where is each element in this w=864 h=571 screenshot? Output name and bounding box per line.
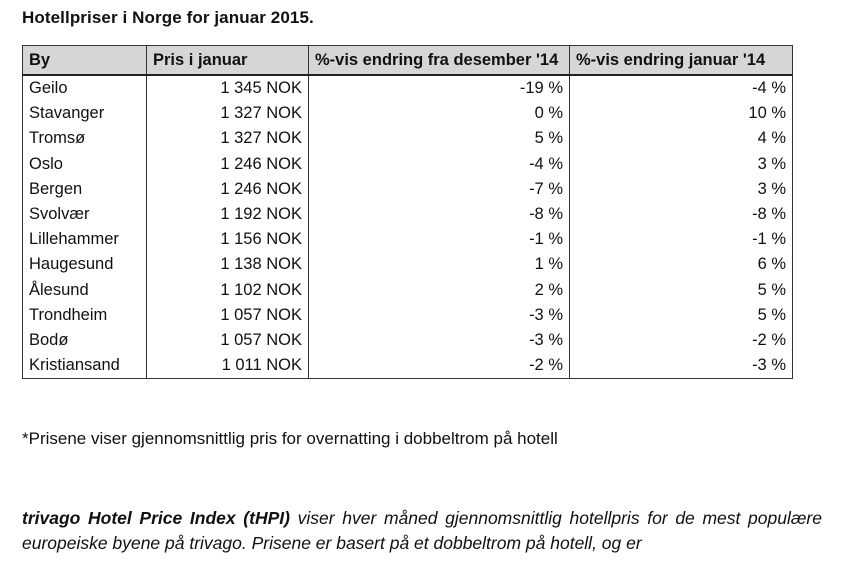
cell-change-january: 6 % bbox=[570, 252, 793, 277]
cell-price: 1 102 NOK bbox=[147, 278, 309, 303]
table-body bbox=[23, 75, 793, 379]
cell-change-january: 5 % bbox=[570, 303, 793, 328]
cell-city: Oslo bbox=[23, 152, 147, 177]
cell-change-december: -2 % bbox=[309, 353, 570, 379]
header-price: Pris i januar bbox=[147, 46, 309, 76]
cell-city: Lillehammer bbox=[23, 227, 147, 252]
cell-change-january: 3 % bbox=[570, 177, 793, 202]
table-row bbox=[23, 328, 793, 353]
header-city: By bbox=[23, 46, 147, 76]
table-row bbox=[23, 101, 793, 126]
cell-city: Stavanger bbox=[23, 101, 147, 126]
cell-price: 1 138 NOK bbox=[147, 252, 309, 277]
cell-city: Geilo bbox=[23, 75, 147, 101]
cell-change-december: -1 % bbox=[309, 227, 570, 252]
header-change-december: %-vis endring fra desember '14 bbox=[309, 46, 570, 76]
cell-price: 1 327 NOK bbox=[147, 101, 309, 126]
cell-price: 1 246 NOK bbox=[147, 177, 309, 202]
cell-change-december: 1 % bbox=[309, 252, 570, 277]
hotel-price-table bbox=[22, 45, 793, 379]
cell-change-december: -8 % bbox=[309, 202, 570, 227]
table-row bbox=[23, 202, 793, 227]
header-change-january: %-vis endring januar '14 bbox=[570, 46, 793, 76]
table-row bbox=[23, 152, 793, 177]
cell-change-january: -1 % bbox=[570, 227, 793, 252]
cell-city: Bodø bbox=[23, 328, 147, 353]
table-row bbox=[23, 252, 793, 277]
cell-change-january: 3 % bbox=[570, 152, 793, 177]
cell-change-january: -4 % bbox=[570, 75, 793, 101]
description-brand: trivago Hotel Price Index (tHPI) bbox=[22, 508, 290, 528]
cell-price: 1 345 NOK bbox=[147, 75, 309, 101]
cell-change-january: 4 % bbox=[570, 126, 793, 151]
cell-city: Bergen bbox=[23, 177, 147, 202]
cell-change-december: 5 % bbox=[309, 126, 570, 151]
page-title: Hotellpriser i Norge for januar 2015. bbox=[22, 8, 314, 27]
cell-change-december: 2 % bbox=[309, 278, 570, 303]
cell-change-january: -3 % bbox=[570, 353, 793, 379]
description-text: viser hver måned gjennomsnittlig hotellpris for de mest populære europeiske byene på trivago. Prisene er basert på et dobbeltrom på hotell, og er bbox=[22, 508, 822, 553]
cell-change-december: -7 % bbox=[309, 177, 570, 202]
cell-price: 1 057 NOK bbox=[147, 303, 309, 328]
cell-price: 1 011 NOK bbox=[147, 353, 309, 379]
cell-city: Svolvær bbox=[23, 202, 147, 227]
cell-price: 1 156 NOK bbox=[147, 227, 309, 252]
cell-change-december: -19 % bbox=[309, 75, 570, 101]
cell-change-december: -3 % bbox=[309, 328, 570, 353]
table-header-row bbox=[23, 46, 793, 76]
description-paragraph bbox=[22, 506, 822, 556]
cell-city: Tromsø bbox=[23, 126, 147, 151]
cell-price: 1 192 NOK bbox=[147, 202, 309, 227]
cell-change-december: -3 % bbox=[309, 303, 570, 328]
table-row bbox=[23, 126, 793, 151]
cell-city: Ålesund bbox=[23, 278, 147, 303]
table-row bbox=[23, 177, 793, 202]
cell-price: 1 327 NOK bbox=[147, 126, 309, 151]
cell-change-december: -4 % bbox=[309, 152, 570, 177]
cell-city: Kristiansand bbox=[23, 353, 147, 379]
cell-city: Haugesund bbox=[23, 252, 147, 277]
table-row bbox=[23, 353, 793, 379]
table-row bbox=[23, 303, 793, 328]
cell-change-january: -8 % bbox=[570, 202, 793, 227]
cell-change-january: 5 % bbox=[570, 278, 793, 303]
cell-price: 1 057 NOK bbox=[147, 328, 309, 353]
cell-change-january: -2 % bbox=[570, 328, 793, 353]
table-row bbox=[23, 75, 793, 101]
table-row bbox=[23, 227, 793, 252]
cell-change-january: 10 % bbox=[570, 101, 793, 126]
cell-price: 1 246 NOK bbox=[147, 152, 309, 177]
table-row bbox=[23, 278, 793, 303]
footnote: *Prisene viser gjennomsnittlig pris for overnatting i dobbeltrom på hotell bbox=[22, 429, 558, 448]
cell-city: Trondheim bbox=[23, 303, 147, 328]
cell-change-december: 0 % bbox=[309, 101, 570, 126]
